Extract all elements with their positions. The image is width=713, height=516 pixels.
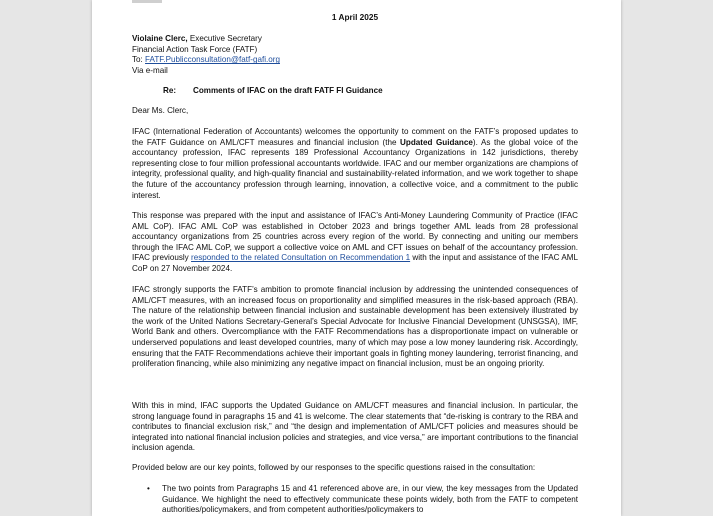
p1-text-b: ). As the global voice of the accountancy profession, IFAC represents 189 Professional Accountancy Organizations in 142 jurisdictions, thereby representing close to four million professional accountants worldwide. IFAC and our member organizations are champions of integrity, professional quality, and high-quality financial and sustainability-related information, and we work together to shape the future of the accountancy profession through learning, innovation, a collective voice, and a commitment to the public interest.	[132, 137, 579, 200]
recipient-organization: Financial Action Task Force (FATF)	[132, 44, 258, 54]
re-label: Re:	[163, 86, 177, 95]
p2-text-a: This response was prepared with the input and assistance of IFAC’s Anti-Money Laundering Community of Practice (IFAC AML CoP). IFAC AML CoP was established in October 2023 and brings together AML leads from 28 professional accountancy organizations from 25 countries across every region of the world. By connecting and uniting our members through the IFAC AML CoP, we support a collective voice on AML and CFT issues on behalf of the accountancy profession. IFAC previously	[132, 211, 578, 263]
salutation: Dear Ms. Clerc,	[132, 106, 189, 115]
letter-date: 1 April 2025	[331, 12, 379, 22]
bullet-icon: •	[147, 484, 150, 493]
paragraph-key-points-intro: Provided below are our key points, followed by our responses to the specific questions raised in the consultation:	[132, 463, 536, 472]
p1-text-a: IFAC (International Federation of Accountants) welcomes the opportunity to comment on the FATF’s proposed updates to the FATF Guidance on AML/CFT measures and financial inclusion (the	[132, 127, 578, 147]
document-page	[92, 0, 621, 516]
paragraph-updated-guidance: With this in mind, IFAC supports the Updated Guidance on AML/CFT measures and financial inclusion. In particular, the strong language found in paragraphs 15 and 41 is welcome. The clear statements that “de-risking is contrary to the RBA and contributes to financial exclusion risk,” and “the design and implementation of AML/CFT policies and measures should be integrated into national financial inclusion policies and strategies, and vice versa,” are important contributions to the financial inclusion agenda.	[132, 401, 578, 453]
to-label: To:	[132, 55, 146, 65]
recipient-email-link[interactable]: FATF.Publicconsultation@fatf-gafi.org	[145, 55, 280, 65]
recipient-address	[132, 34, 280, 76]
recipient-title: Executive Secretary	[187, 34, 262, 43]
re-subject: Comments of IFAC on the draft FATF FI Guidance	[193, 86, 383, 95]
paragraph-intro	[132, 127, 578, 201]
letterhead-fragment	[132, 0, 162, 3]
p1-bold-term: Updated Guidance	[400, 137, 473, 147]
p2-text-b: with the input and assistance of the IFAC AML CoP on 27 November 2024.	[132, 253, 578, 273]
delivery-method: Via e-mail	[132, 65, 168, 75]
consultation-response-link[interactable]: responded to the related Consultation on Recommendation 1	[191, 253, 411, 263]
subject-line	[163, 86, 383, 97]
bullet-text: The two points from Paragraphs 15 and 41 referenced above are, in our view, the key messages from the Updated Guidance. We highlight the need to effectively communicate these points widely, both from the FATF to competent authorities/policymakers, and from competent authorities/policymakers to	[162, 484, 578, 515]
recipient-line	[132, 34, 280, 45]
recipient-email-line	[132, 55, 280, 66]
paragraph-support: IFAC strongly supports the FATF’s ambition to promote financial inclusion by addressing the unintended consequences of AML/CFT measures, with an increased focus on proportionality and simplified measures in the risk-based approach (RBA). The nature of the relationship between financial inclusion and sustainable development has been extensively illustrated by the work of the United Nations Secretary-General’s Special Advocate for Inclusive Financial Development (UNSGSA), IMF, World Bank and others. Overcompliance with the FATF Recommendations has a disproportionate impact on vulnerable or underserved populations and least developed countries, many of which may pose a low money laundering risk. Accordingly, ensuring that the FATF Recommendations achieve their important goals in fighting money laundering, terrorist financing, and proliferation financing, while also minimizing any negative impact on financial inclusion, must be an ongoing priority.	[132, 285, 578, 369]
paragraph-aml-cop	[132, 211, 578, 275]
recipient-name: Violaine Clerc,	[132, 34, 188, 43]
